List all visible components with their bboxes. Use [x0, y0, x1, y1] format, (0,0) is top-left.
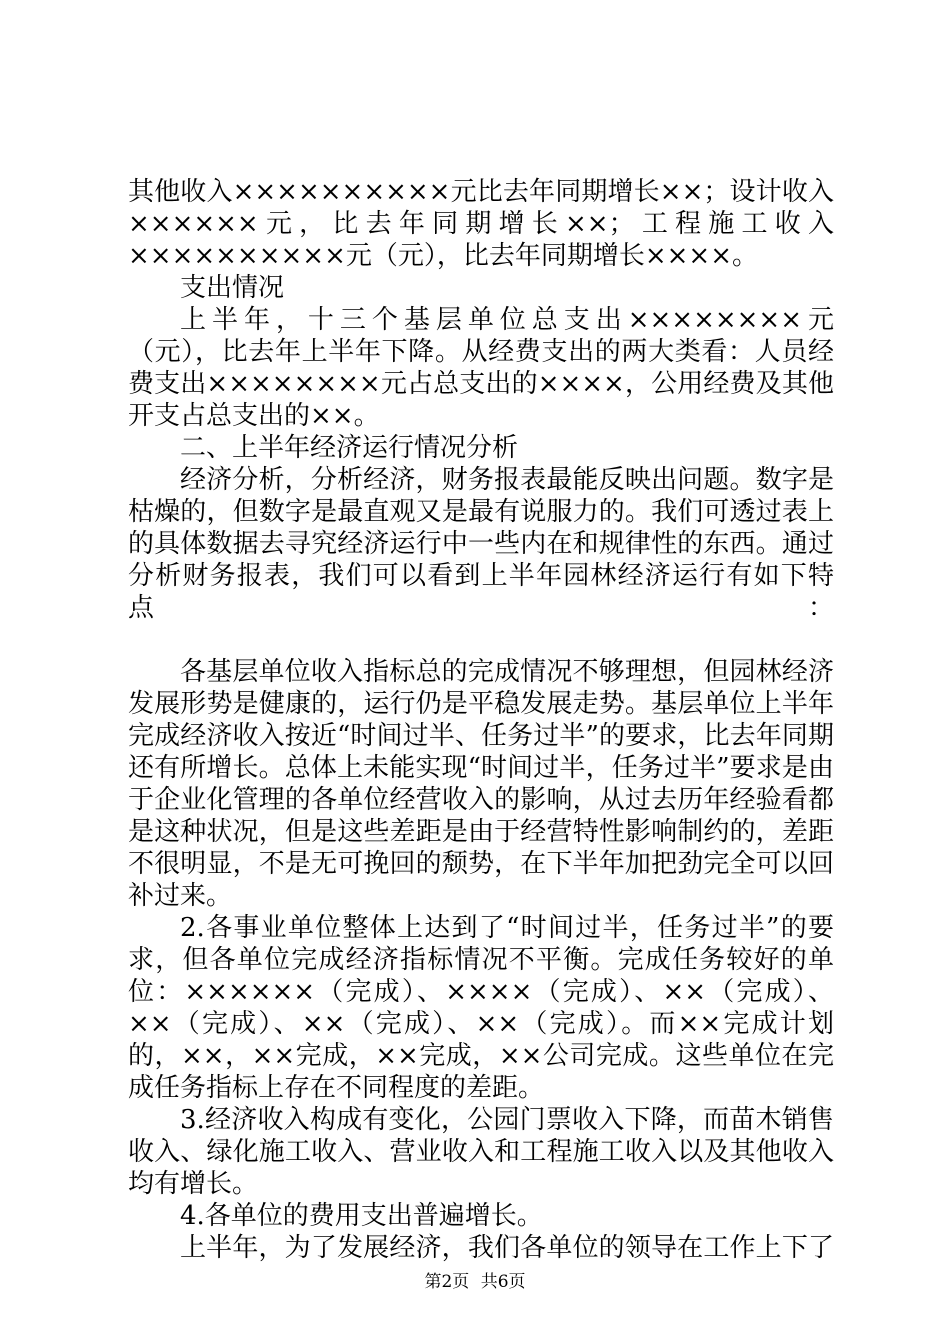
document-body	[128, 176, 834, 1264]
paragraph-point-1: 各基层单位收入指标总的完成情况不够理想，但园林经济发展形势是健康的，运行仍是平稳发展走势。基层单位上半年完成经济收入按近“时间过半、任务过半”的要求，比去年同期还有所增长。总体上未能实现“时间过半，任务过半”要求是由于企业化管理的各单位经营收入的影响，从过去历年经验看都是这种状况，但是这些差距是由于经营特性影响制约的，差距不很明显，不是无可挽回的颓势，在下半年加把劲完全可以回补过来。	[128, 657, 834, 911]
paragraph-expenditure: 上半年，十三个基层单位总支出××××××××元（元），比去年上半年下降。从经费支出的两大类看：人员经费支出××××××××元占总支出的××××，公用经费及其他开支占总支出的××。	[128, 305, 834, 431]
page-total: 共6页	[480, 1272, 526, 1292]
paragraph-continuation: 上半年，为了发展经济，我们各单位的领导在工作上下了	[180, 1233, 834, 1263]
paragraph-point-2: 2.各事业单位整体上达到了“时间过半，任务过半”的要求，但各单位完成经济指标情况不平衡。完成任务较好的单位：××××××（完成）、××××（完成）、××（完成）、××（完成）、××（完成）、××（完成）。而××完成计划的，××，××完成，××完成，××公司完成。这些单位在完成任务指标上存在不同程度的差距。	[128, 913, 834, 1103]
paragraph-other-income: 其他收入××××××××××元比去年同期增长××；设计收入××××××元，比去年同期增长××；工程施工收入××××××××××元（元），比去年同期增长××××。	[128, 177, 834, 271]
heading-expenditure: 支出情况	[180, 273, 285, 303]
paragraph-point-3: 3.经济收入构成有变化，公园门票收入下降，而苗木销售收入、绿化施工收入、营业收入和工程施工收入以及其他收入均有增长。	[128, 1105, 834, 1199]
paragraph-gap	[128, 624, 834, 656]
paragraph-point-4: 4.各单位的费用支出普遍增长。	[180, 1201, 543, 1231]
page-number: 第2页	[424, 1272, 470, 1292]
page-footer	[0, 1271, 950, 1293]
paragraph-analysis-intro: 经济分析，分析经济，财务报表最能反映出问题。数字是枯燥的，但数字是最直观又是最有说服力的。我们可透过表上的具体数据去寻究经济运行中一些内在和规律性的东西。通过分析财务报表，我们可以看到上半年园林经济运行有如下特点：	[128, 465, 834, 623]
heading-section-two: 二、上半年经济运行情况分析	[180, 433, 519, 463]
